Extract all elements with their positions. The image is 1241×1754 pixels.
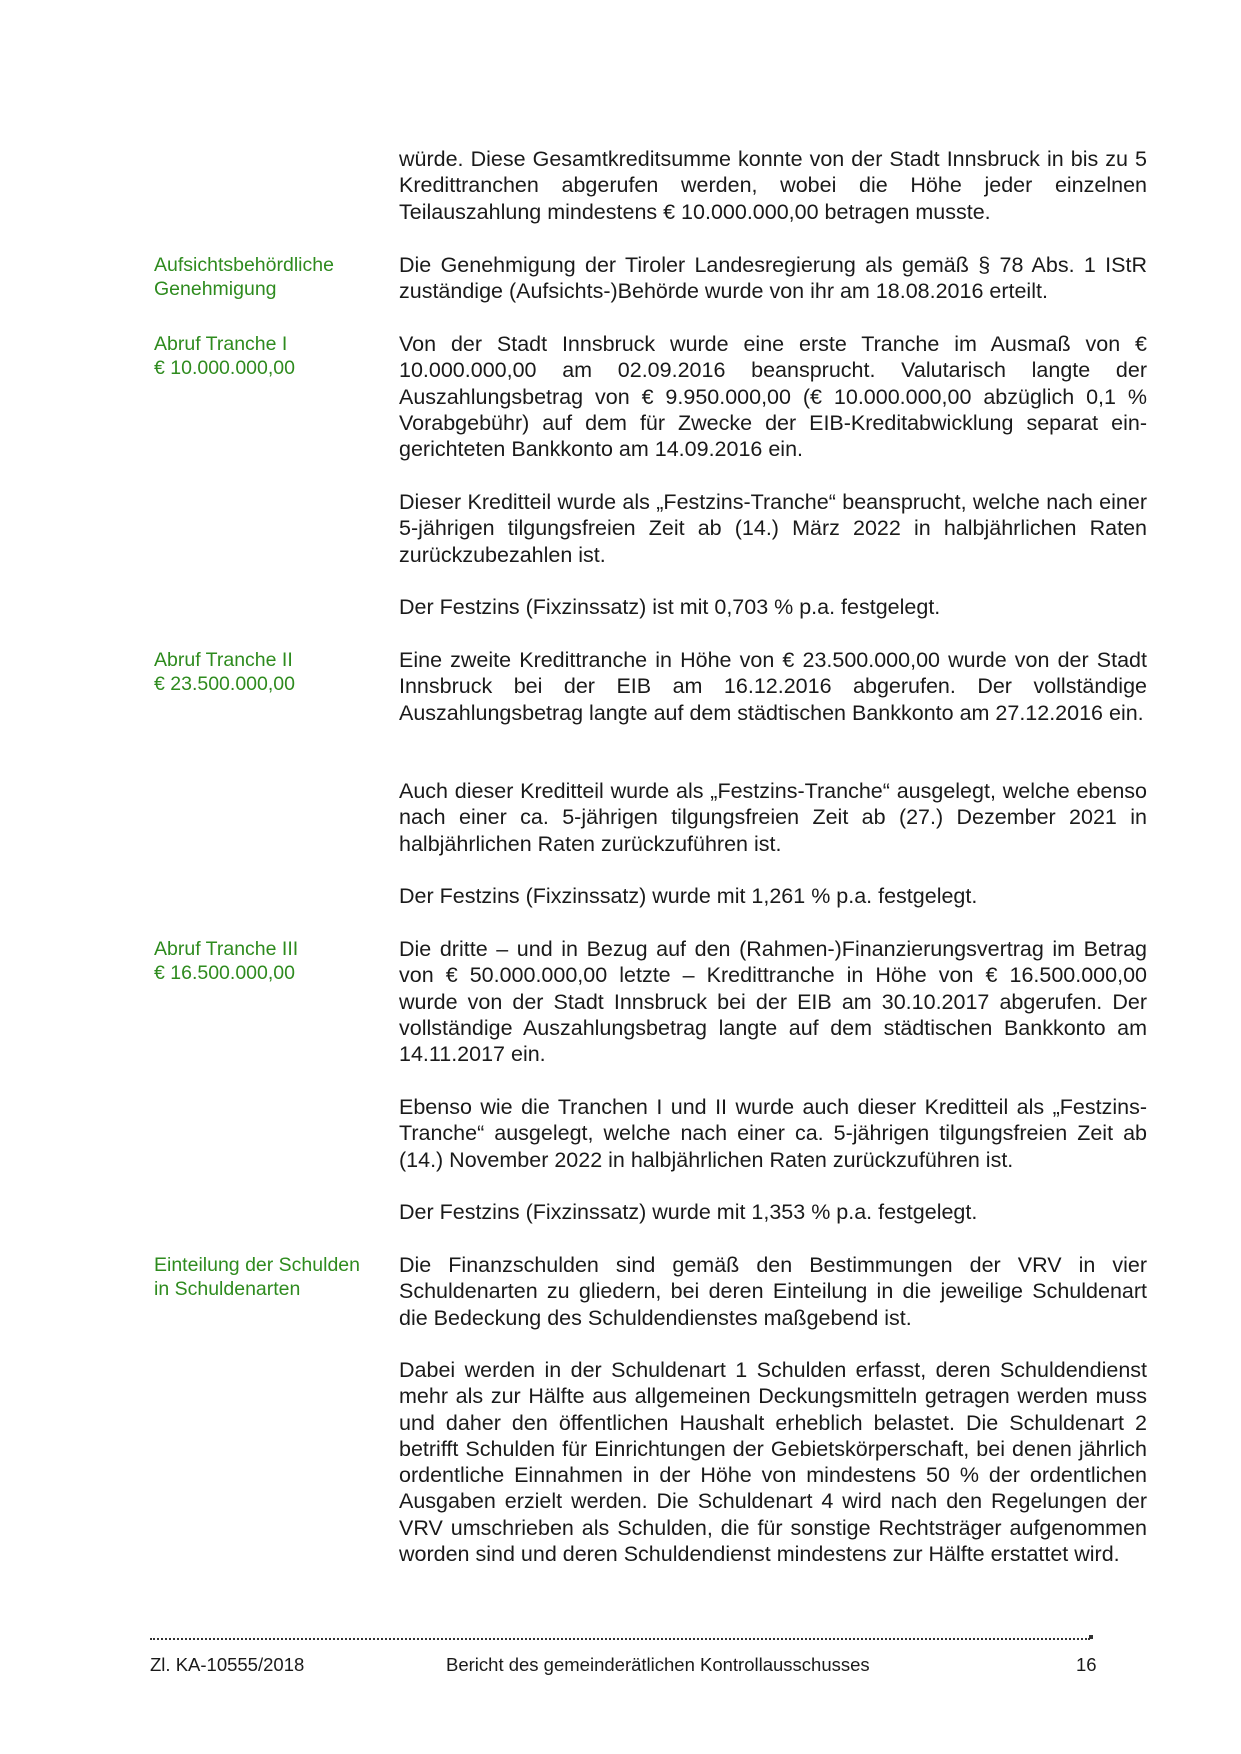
paragraph-genehmigung: Die Genehmigung der Tiroler Landesregierung als gemäß § 78 Abs. 1 IStR zuständige (Aufsichts-)Behörde wurde von ihr am 18.08.2016 erteilt. <box>399 253 1147 304</box>
margin-heading-tranche-1 <box>154 332 384 380</box>
paragraph-schuldenarten-b: Dabei werden in der Schuldenart 1 Schulden erfasst, deren Schuldendienst mehr als zur Hälfte aus allgemeinen Deckungsmitteln getragen werden muss und daher den öffentlichen Haushalt erheblich belastet. Die Schuldenart 2 betrifft Schulden für Einrichtungen der Gebietskörperschaft, bei denen jährlich ordentliche Einnahmen in der Höhe von mindestens 50 % der ordentlichen Ausgaben erzielt werden. Die Schuldenart 4 wird nach den Regelungen der VRV umschrieben als Schulden, die für sonstige Rechtsträger aufgenommen worden sind und deren Schuldendienst mindestens zur Hälfte erstattet wird. <box>399 1358 1147 1567</box>
paragraph-tranche-2-b: Auch dieser Kreditteil wurde als „Festzins-Tranche“ ausgelegt, welche ebenso nach einer ca. 5-jährigen tilgungsfreien Zeit ab (27.) Dezember 2021 in halbjährlichen Raten zurückzuführen ist. <box>399 779 1147 856</box>
margin-heading-tranche-2 <box>154 648 384 696</box>
paragraph-tranche-1-c: Der Festzins (Fixzinssatz) ist mit 0,703 % p.a. festgelegt. <box>399 595 941 619</box>
margin-heading-line: € 16.500.000,00 <box>154 962 295 984</box>
margin-heading-line: Abruf Tranche I <box>154 333 288 355</box>
margin-heading-line: Abruf Tranche III <box>154 938 299 960</box>
paragraph-tranche-3-b: Ebenso wie die Tranchen I und II wurde auch dieser Kreditteil als „Festzins-Tranche“ ausgelegt, welche nach einer ca. 5-jährigen tilgungsfreien Zeit ab (14.) November 2022 in halbjährlichen Raten zurückzuführen ist. <box>399 1095 1147 1172</box>
margin-heading-line: in Schuldenarten <box>154 1278 301 1300</box>
paragraph-tranche-2-a: Eine zweite Kredittranche in Höhe von € 23.500.000,00 wurde von der Stadt Innsbruck bei der EIB am 16.12.2016 abgerufen. Der vollständige Auszahlungsbetrag langte auf dem städtischen Bankkonto am 27.12.2016 ein. <box>399 648 1147 725</box>
page-number: 16 <box>1076 1654 1097 1675</box>
margin-heading-genehmigung <box>154 253 384 301</box>
footer-reference: Zl. KA-10555/2018 <box>150 1654 305 1675</box>
margin-heading-line: Einteilung der Schulden <box>154 1254 360 1276</box>
footer-title: Bericht des gemeinderätlichen Kontrollausschusses <box>446 1654 870 1675</box>
margin-heading-schuldenarten <box>154 1253 384 1301</box>
paragraph-tranche-1-b: Dieser Kreditteil wurde als „Festzins-Tranche“ beansprucht, welche nach einer 5-jährigen tilgungsfreien Zeit ab (14.) März 2022 in halbjährlichen Raten zurückzubezahlen ist. <box>399 490 1147 567</box>
margin-heading-line: Genehmigung <box>154 278 277 300</box>
margin-heading-line: Aufsichtsbehördliche <box>154 254 334 276</box>
paragraph-tranche-1-a: Von der Stadt Innsbruck wurde eine erste Tranche im Ausmaß von € 10.000.000,00 am 02.09.2016 beansprucht. Valutarisch langte der Auszahlungsbetrag von € 9.950.000,00 (€ 10.000.000,00 abzüglich 0,1 % Vorabgebühr) auf dem für Zwecke der EIB-Kreditabwicklung separat eingerichteten Bankkonto am 14.09.2016 ein. <box>399 332 1147 462</box>
paragraph-schuldenarten-a: Die Finanzschulden sind gemäß den Bestimmungen der VRV in vier Schuldenarten zu gliedern, bei deren Einteilung in die jeweilige Schuldenart die Bedeckung des Schuldendienstes maßgebend ist. <box>399 1253 1147 1330</box>
margin-heading-line: € 10.000.000,00 <box>154 357 295 379</box>
paragraph-tranche-3-c: Der Festzins (Fixzinssatz) wurde mit 1,353 % p.a. festgelegt. <box>399 1200 978 1224</box>
margin-heading-line: Abruf Tranche II <box>154 649 293 671</box>
margin-heading-tranche-3 <box>154 937 384 985</box>
margin-heading-line: € 23.500.000,00 <box>154 673 295 695</box>
paragraph-intro: würde. Diese Gesamtkreditsumme konnte von der Stadt Innsbruck in bis zu 5 Kredittranchen abgerufen werden, wobei die Höhe jeder einzelnen Teilauszahlung mindestens € 10.000.000,00 betragen musste. <box>399 147 1147 224</box>
paragraph-tranche-2-c: Der Festzins (Fixzinssatz) wurde mit 1,261 % p.a. festgelegt. <box>399 884 978 908</box>
paragraph-tranche-3-a: Die dritte – und in Bezug auf den (Rahmen-)Finanzierungsvertrag im Betrag von € 50.000.000,00 letzte – Kredittranche in Höhe von € 16.500.000,00 wurde von der Stadt Innsbruck bei der EIB am 30.10.2017 abgerufen. Der vollständige Auszahlungsbetrag langte auf dem städtischen Bankkonto am 14.11.2017 ein. <box>399 937 1147 1067</box>
footer-divider <box>150 1634 1090 1640</box>
